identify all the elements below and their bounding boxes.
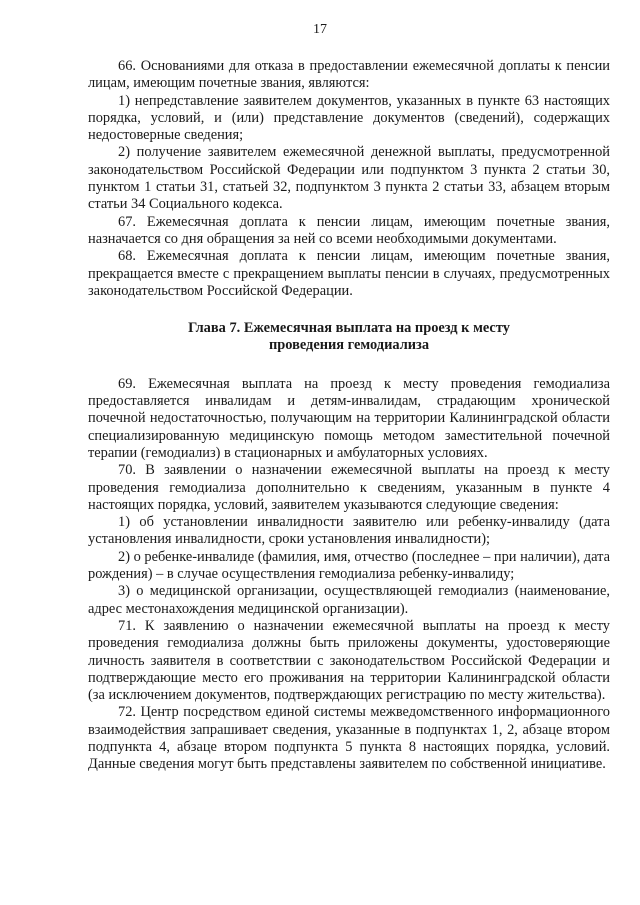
chapter-heading-line-2: проведения гемодиализа	[268, 337, 430, 354]
paragraph-66-item-1: 1) непредставление заявителем документов, указанных в пункте 63 настоящих порядка, условий, и (или) представление документов (сведений), содержащих недостоверные сведения;	[88, 92, 610, 144]
paragraph-67: 67. Ежемесячная доплата к пенсии лицам, имеющим почетные звания, назначается со дня обращения за ней со всеми необходимыми документами.	[88, 213, 610, 247]
paragraph-70-item-1: 1) об установлении инвалидности заявителю или ребенку-инвалиду (дата установления инвалидности, сроки установления инвалидности);	[88, 514, 610, 548]
page-number: 17	[313, 22, 327, 37]
chapter-heading	[88, 320, 610, 355]
paragraph-66: 66. Основаниями для отказа в предоставлении ежемесячной доплаты к пенсии лицам, имеющим почетные звания, являются:	[88, 58, 610, 92]
paragraph-68: 68. Ежемесячная доплата к пенсии лицам, имеющим почетные звания, прекращается вместе с прекращением выплаты пенсии в случаях, предусмотренных законодательством Российской Федерации.	[88, 248, 610, 299]
paragraph-72: 72. Центр посредством единой системы межведомственного информационного взаимодействия запрашивает сведения, указанные в подпунктах 1, 2, абзаце втором подпункта 4, абзаце втором подпункта 5 пункта 8 настоящих порядка, условий. Данные сведения могут быть представлены заявителем по собственной инициативе.	[88, 704, 610, 773]
paragraph-69: 69. Ежемесячная выплата на проезд к месту проведения гемодиализа предоставляется инвалидам и детям-инвалидам, страдающим хронической почечной недостаточностью, получающим на территории Калининградской области специализированную медицинскую помощь методом заместительной почечной терапии (гемодиализ) в стационарных и амбулаторных условиях.	[88, 375, 610, 461]
paragraph-70-item-2: 2) о ребенке-инвалиде (фамилия, имя, отчество (последнее – при наличии), дата рождения) – в случае осуществления гемодиализа ребенку-инвалиду;	[88, 548, 610, 583]
chapter-heading-line-1: Глава 7. Ежемесячная выплата на проезд к месту	[188, 320, 510, 337]
paragraph-66-item-2: 2) получение заявителем ежемесячной денежной выплаты, предусмотренной законодательством Российской Федерации или подпунктом 3 пункта 2 статьи 30, пунктом 1 статьи 31, статьей 32, подпунктом 3 пункта 2 статьи 33, абзацем вторым статьи 34 Социального кодекса.	[88, 144, 610, 213]
paragraph-70-item-3: 3) о медицинской организации, осуществляющей гемодиализ (наименование, адрес местонахождения медицинской организации).	[88, 583, 610, 617]
document-body	[88, 58, 610, 774]
paragraph-71: 71. К заявлению о назначении ежемесячной выплаты на проезд к месту проведения гемодиализа должны быть приложены документы, удостоверяющие личность заявителя в соответствии с законодательством Российской Федерации и подтверждающие место его проживания на территории Калининградской области (за исключением документов, подтверждающих регистрацию по месту жительства).	[88, 617, 610, 704]
paragraph-70: 70. В заявлении о назначении ежемесячной выплаты на проезд к месту проведения гемодиализа дополнительно к сведениям, указанным в пункте 4 настоящих порядка, условий, заявителем указываются следующие сведения:	[88, 462, 610, 513]
